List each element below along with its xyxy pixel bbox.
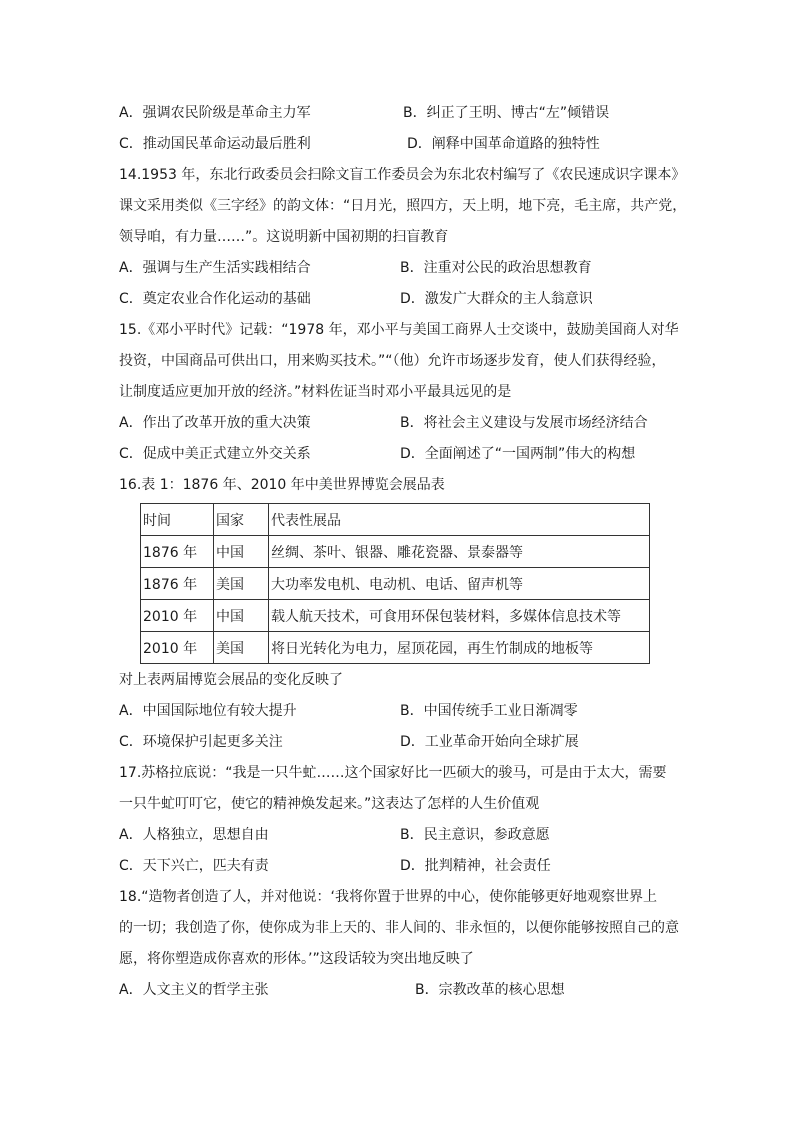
q15-option-c: C．促成中美正式建立外交关系 [119, 446, 311, 462]
q15-stem-line-2: 投资，中国商品可供出口，用来购买技术。”“（他）允许市场逐步发育，使人们获得经验， [119, 353, 666, 369]
cell-country: 中国 [214, 600, 269, 632]
cell-exhibits: 丝绸、茶叶、银器、雕花瓷器、景泰器等 [269, 536, 650, 568]
cell-time: 2010 年 [141, 600, 214, 632]
q17-option-b: B．民主意识，参政意愿 [400, 827, 550, 843]
q18-option-b: B．宗教改革的核心思想 [415, 982, 565, 998]
header-time: 时间 [141, 504, 214, 536]
table-row [141, 568, 650, 600]
q14-option-a: A．强调与生产生活实践相结合 [119, 260, 311, 276]
expo-exhibit-table [140, 503, 650, 664]
q15-option-d: D．全面阐述了“一国两制”伟大的构想 [400, 446, 636, 462]
q14-option-d: D．激发广大群众的主人翁意识 [400, 291, 593, 307]
cell-country: 美国 [214, 632, 269, 664]
q18-stem-line-3: 愿，将你塑造成你喜欢的形体。’”这段话较为突出地反映了 [119, 951, 474, 967]
q17-stem-line-2: 一只牛虻叮叮它，使它的精神焕发起来。”这表达了怎样的人生价值观 [119, 796, 540, 812]
q16-option-b: B．中国传统手工业日渐凋零 [400, 703, 578, 719]
table-row [141, 600, 650, 632]
q17-option-c: C．天下兴亡，匹夫有责 [119, 858, 269, 874]
cell-exhibits: 将日光转化为电力，屋顶花园，再生竹制成的地板等 [269, 632, 650, 664]
header-country: 国家 [214, 504, 269, 536]
q16-stem: 对上表两届博览会展品的变化反映了 [119, 672, 343, 688]
q13-option-b: B．纠正了王明、博古“左”倾错误 [403, 105, 610, 121]
q14-option-b: B．注重对公民的政治思想教育 [400, 260, 592, 276]
header-exhibits: 代表性展品 [269, 504, 650, 536]
q15-option-b: B．将社会主义建设与发展市场经济结合 [400, 415, 648, 431]
q18-stem-line-1: 18.“造物者创造了人，并对他说：‘我将你置于世界的中心，使你能够更好地观察世界上 [119, 889, 657, 905]
q17-option-d: D．批判精神，社会责任 [400, 858, 551, 874]
q16-option-c: C．环境保护引起更多关注 [119, 734, 283, 750]
q15-stem-line-3: 让制度适应更加开放的经济。”材料佐证当时邓小平最具远见的是 [119, 384, 512, 400]
q14-stem-line-1: 14.1953 年，东北行政委员会扫除文盲工作委员会为东北农村编写了《农民速成识字课本》 [119, 167, 686, 183]
q17-option-a: A．人格独立，思想自由 [119, 827, 269, 843]
q16-table-caption: 16.表 1：1876 年、2010 年中美世界博览会展品表 [119, 477, 445, 493]
cell-time: 1876 年 [141, 536, 214, 568]
table-header-row [141, 504, 650, 536]
q14-stem-line-2: 课文采用类似《三字经》的韵文体：“日月光，照四方，天上明，地下亮，毛主席，共产党， [119, 198, 687, 214]
q13-option-d: D．阐释中国革命道路的独特性 [407, 136, 600, 152]
cell-country: 中国 [214, 536, 269, 568]
cell-time: 2010 年 [141, 632, 214, 664]
q15-option-a: A．作出了改革开放的重大决策 [119, 415, 311, 431]
cell-time: 1876 年 [141, 568, 214, 600]
q18-option-a: A．人文主义的哲学主张 [119, 982, 269, 998]
q13-option-c: C．推动国民革命运动最后胜利 [119, 136, 311, 152]
q14-stem-line-3: 领导咱，有力量……”。这说明新中国初期的扫盲教育 [119, 229, 449, 245]
cell-exhibits: 载人航天技术，可食用环保包装材料，多媒体信息技术等 [269, 600, 650, 632]
q17-stem-line-1: 17.苏格拉底说：“我是一只牛虻……这个国家好比一匹硕大的骏马，可是由于太大，需要 [119, 765, 667, 781]
q16-option-d: D．工业革命开始向全球扩展 [400, 734, 579, 750]
q14-option-c: C．奠定农业合作化运动的基础 [119, 291, 311, 307]
q15-stem-line-1: 15.《邓小平时代》记载：“1978 年，邓小平与美国工商界人士交谈中，鼓励美国商人对华 [119, 322, 679, 338]
cell-country: 美国 [214, 568, 269, 600]
cell-exhibits: 大功率发电机、电动机、电话、留声机等 [269, 568, 650, 600]
table-row [141, 536, 650, 568]
q18-stem-line-2: 的一切；我创造了你，使你成为非上天的、非人间的、非永恒的，以便你能够按照自己的意 [119, 920, 679, 936]
table-row [141, 632, 650, 664]
q16-option-a: A．中国国际地位有较大提升 [119, 703, 297, 719]
q13-option-a: A．强调农民阶级是革命主力军 [119, 105, 311, 121]
